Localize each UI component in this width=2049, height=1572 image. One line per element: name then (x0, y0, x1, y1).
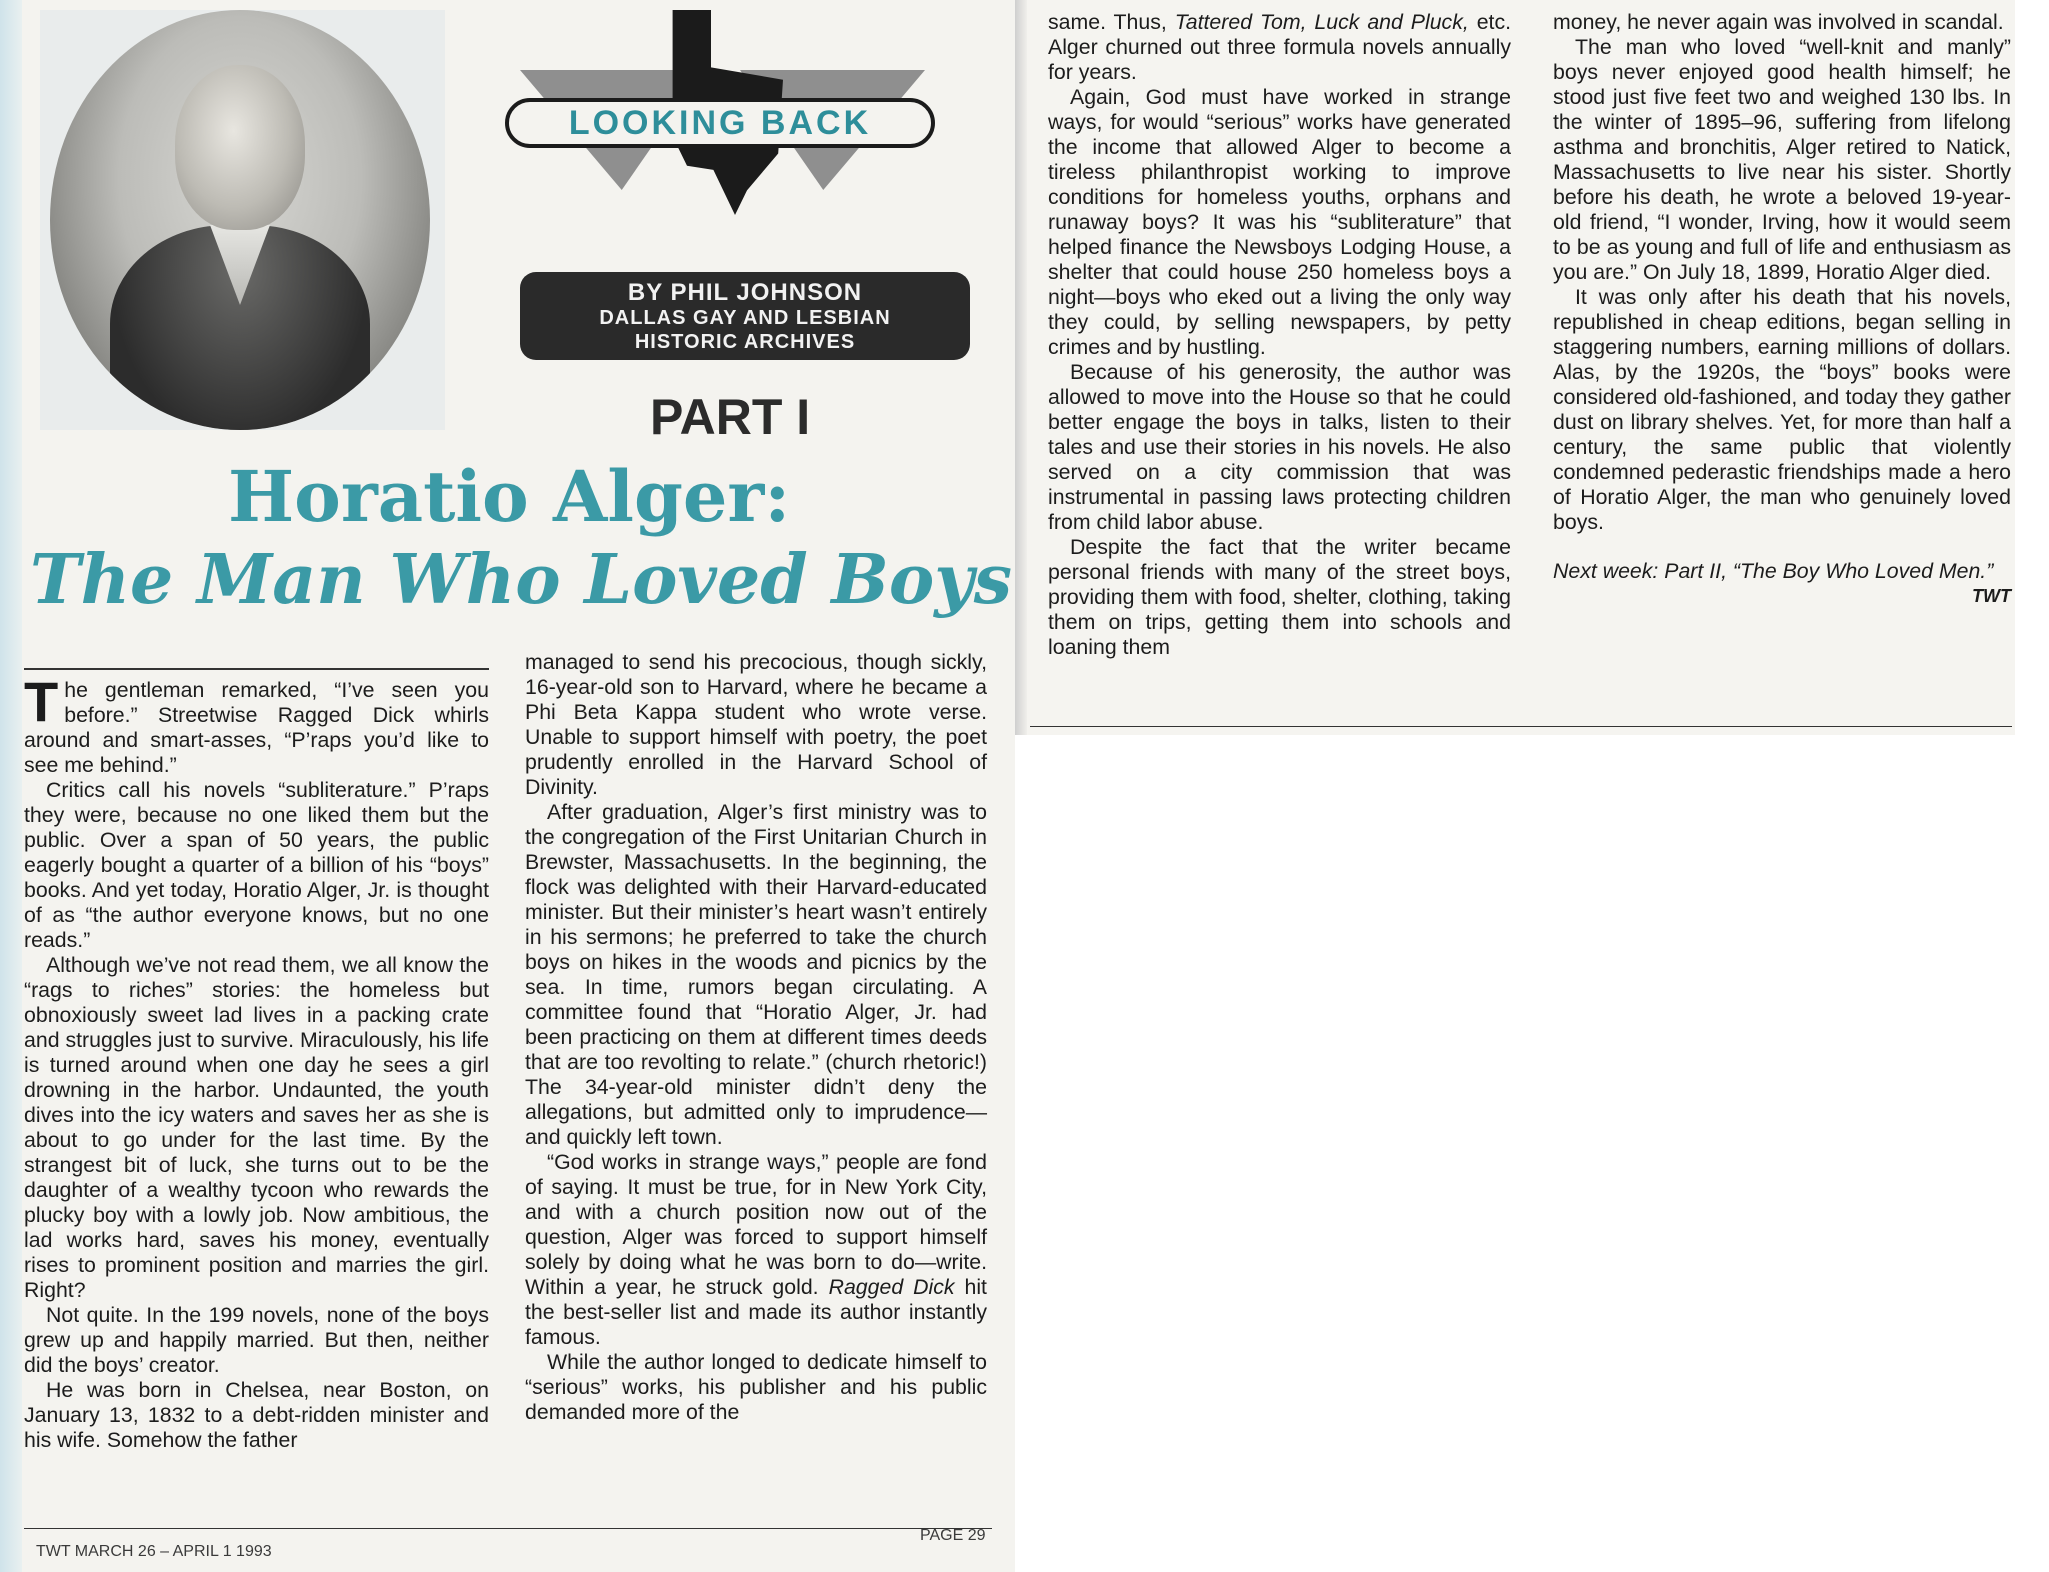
book-titles: Tattered Tom, Luck and Pluck, (1174, 10, 1469, 34)
end-mark-logo: TWT (1972, 586, 2011, 606)
paragraph: While the author longed to dedicate himself to “serious” works, his publisher and his public demanded more of the (525, 1350, 987, 1424)
paragraph: money, he never again was involved in scandal. (1553, 10, 2004, 34)
paragraph: After graduation, Alger’s first ministry was to the congregation of the First Unitarian Church in Brewster, Massachusetts. In the beginning, the flock was delighted with their Harvard-educated minister. But their minister’s heart wasn’t entirely in his sermons; he preferred to take the church boys on hikes in the woods and picnics by the sea. In time, rumors began circulating. A committee found that “Horatio Alger, Jr. had been practicing on them at different times deeds that are too revolting to relate.” (church rhetoric!) The 34-year-old minister didn’t deny the allegations, but admitted only to imprudence—and quickly left town. (525, 800, 987, 1149)
page-number: PAGE 29 (920, 1527, 986, 1544)
article-column-2 (525, 650, 987, 1522)
paragraph: He was born in Chelsea, near Boston, on January 13, 1832 to a debt-ridden minister and his wife. Somehow the father (24, 1378, 489, 1452)
headline-line1: Horatio Alger: (228, 455, 791, 538)
drop-cap: T (24, 670, 59, 733)
byline-org-line1: DALLAS GAY AND LESBIAN (599, 306, 891, 329)
paragraph: Not quite. In the 199 novels, none of the boys grew up and happily married. But then, neither did the boys’ creator. (24, 1303, 489, 1377)
paragraph: It was only after his death that his novels, republished in cheap editions, began selling in staggering numbers, earning millions of dollars. Alas, by the 1920s, the “boys” books were considered old-fashioned, and today they gather dust on library shelves. Yet, for more than half a century, the same public that violently condemned pederastic friendships made a hero of Horatio Alger, the man who genuinely loved boys. (1553, 285, 2011, 534)
byline-box (520, 272, 970, 360)
paragraph: The man who loved “well-knit and manly” boys never enjoyed good health himself; he stood just five feet two and weighed 130 lbs. In the winter of 1895–96, suffering from lifelong asthma and bronchitis, Alger retired to Natick, Massachusetts to live near his sister. Shortly before his death, he wrote a beloved 19-year-old friend, “I wonder, Irving, how it would seem to be as young and full of life and enthusiasm as you are.” On July 18, 1899, Horatio Alger died. (1553, 35, 2011, 284)
issue-date: TWT MARCH 26 – APRIL 1 1993 (36, 1543, 272, 1560)
section-banner (505, 98, 935, 148)
paragraph: Critics call his novels “subliterature.” P’raps they were, because no one liked them but the public. Over a span of 50 years, the public eagerly bought a quarter of a billion of his “boys” books. And yet today, Horatio Alger, Jr. is thought of as “the author everyone knows, but no one reads.” (24, 778, 489, 952)
paragraph: Although we’ve not read them, we all know the “rags to riches” stories: the homeless but obnoxiously sweet lad lives in a packing crate and struggles just to survive. Miraculously, his life is turned around when one day he sees a girl drowning in the harbor. Undaunted, the youth dives into the icy waters and saves her as she is about to go under for the last time. By the strangest bit of luck, she turns out to be the daughter of a wealthy tycoon who rewards the plucky boy with a lowly job. Now ambitious, the lad works hard, saves his money, eventually rises to prominent position and marries the girl. Right? (24, 953, 489, 1302)
left-page (0, 0, 1015, 1572)
article-column-1 (24, 670, 489, 1522)
byline-org-line2: HISTORIC ARCHIVES (634, 330, 856, 353)
paragraph: managed to send his precocious, though sickly, 16-year-old son to Harvard, where he became a Phi Beta Kappa student who wrote verse. Unable to support himself with poetry, the poet prudently enrolled in the Harvard School of Divinity. (525, 650, 987, 799)
looking-back-logo (505, 10, 935, 220)
portrait-photo (40, 10, 445, 430)
paragraph: Despite the fact that the writer became personal friends with many of the street boys, providing them with food, shelter, clothing, taking them on trips, getting them into schools and loaning them (1048, 535, 1511, 659)
headline-line2: The Man Who Loved Boys (30, 540, 1013, 620)
portrait-oval (50, 10, 430, 430)
column-rule (24, 668, 489, 670)
part-label: PART I (650, 389, 811, 445)
paragraph: “God works in strange ways,” people are fond of saying. It must be true, for in New York City, and with a church position now out of the question, Alger was forced to support himself solely by doing what he was born to do—write. Within a year, he struck gold. Ragged Dick hit the best-seller list and made its author instantly famous. (525, 1150, 987, 1349)
right-footer-rule (1030, 726, 2012, 727)
book-title: Ragged Dick (828, 1275, 955, 1299)
article-column-3 (1048, 10, 1511, 720)
paragraph: Again, God must have worked in strange ways, for would “serious” works have generated the income that allowed Alger to become a tireless philanthropist working to improve conditions for homeless youths, orphans and runaway boys? It was his “subliterature” that helped finance the Newsboys Lodging House, a shelter that could house 250 homeless boys a night—boys who eked out a living the only way they could, by selling newspapers, by petty crimes and by hustling. (1048, 85, 1511, 359)
next-week-note: Next week: Part II, “The Boy Who Loved Men.” (1553, 559, 1994, 583)
section-title: LOOKING BACK (568, 103, 872, 142)
footer-rule (24, 1528, 992, 1529)
paragraph: The gentleman remarked, “I’ve seen you before.” Streetwise Ragged Dick whirls around and smart-asses, “P’raps you’d like to see me behind.” (24, 670, 489, 777)
article-column-4 (1553, 10, 2011, 720)
paragraph: Because of his generosity, the author was allowed to move into the House so that he could better engage the boys in talks, listen to their tales and use their stories in his novels. He also served on a city commission that was instrumental in passing laws protecting children from child labor abuse. (1048, 360, 1511, 534)
byline-author: BY PHIL JOHNSON (627, 278, 863, 306)
paragraph: same. Thus, Tattered Tom, Luck and Pluck, etc. Alger churned out three formula novels annually for years. (1048, 10, 1512, 84)
